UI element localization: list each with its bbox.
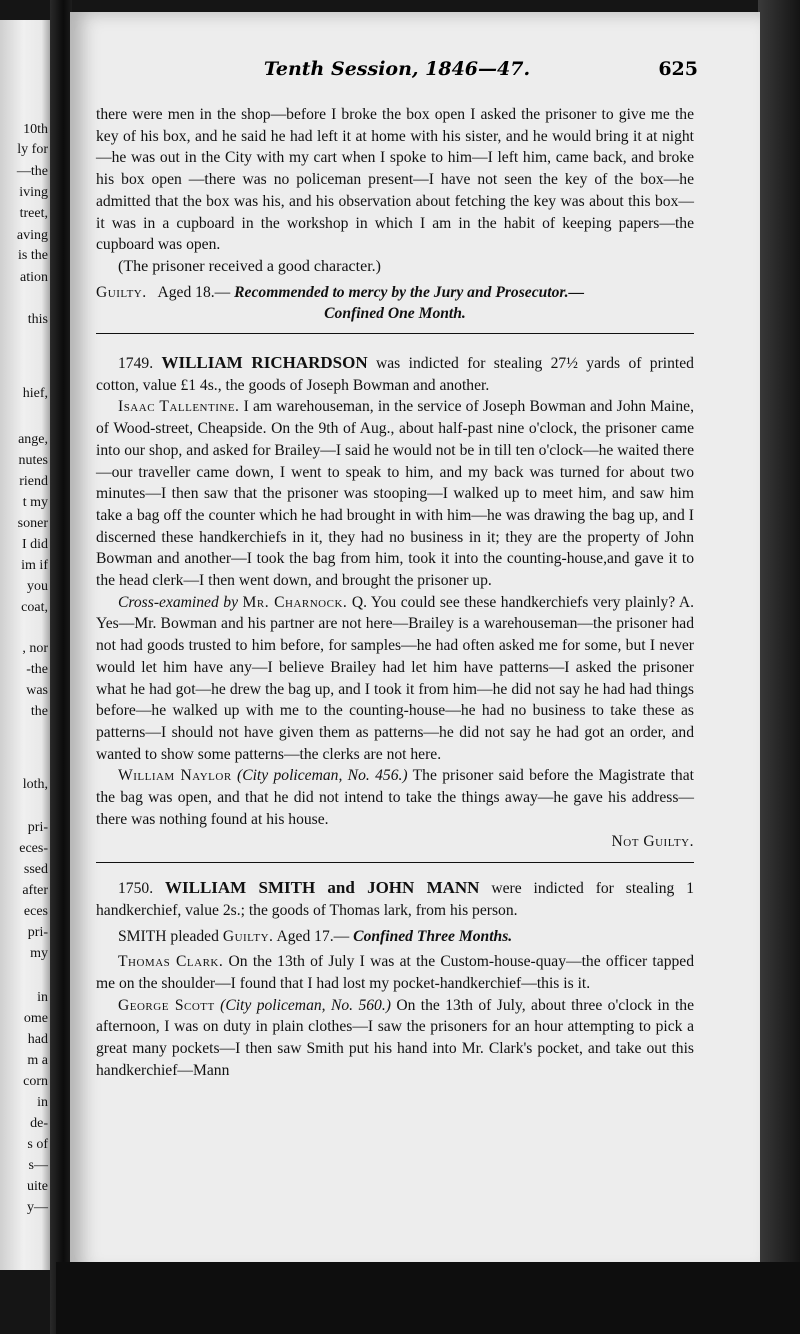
facing-page-text-fragment: —the [16,164,48,179]
running-header [96,58,698,84]
facing-page-text-fragment: 10th [23,122,48,137]
facing-page-text-fragment: eces- [19,841,48,856]
facing-page-text-fragment: ange, [18,432,48,447]
verdict-sentence: Confined One Month. [324,305,466,323]
facing-page-fragment [0,20,52,1270]
facing-page-text-fragment: after [22,883,48,898]
facing-page-text-fragment: s of [27,1137,48,1152]
testimony-scott [96,995,694,1082]
case-1748-testimony-end: there were men in the shop—before I broke the box open I asked the prisoner to give me the key of his box, and he said he had left it at home with his sister, and he would bring it at night—he was out in the City with my cart when I spoke to him—I left him, came back, and broke his box open —there was no policeman present—I have not seen the key of the box—he admitted that the box was his, and his observation about fetching the key was about this box—it was in a cupboard in the workshop in which I am in the habit of keeping papers—the cupboard was open. [96,106,694,254]
facing-page-text-fragment: m a [27,1053,48,1068]
facing-page-text-fragment: pri- [27,820,48,835]
facing-page-text-fragment: ssed [23,862,48,877]
facing-page-text-fragment: had [27,1032,48,1047]
witness-name: William Naylor [118,767,232,785]
facing-page-text-fragment: aving [16,228,48,243]
facing-page-text-fragment: in [37,1095,48,1110]
facing-page-text-fragment: -the [26,662,48,677]
facing-page-text-fragment: riend [19,474,48,489]
testimony-naylor [96,765,694,830]
facing-page-text-fragment: the [30,704,48,719]
page-body [96,104,694,1082]
case-divider [96,333,694,334]
facing-page-text-fragment: eces [23,904,48,919]
case-1749-verdict: Not Guilty. [611,832,694,850]
witness-testimony: On the 13th of July, about three o'clock in the afternoon, I was on duty in plain clothes—I saw the prisoners for an hour attempting to pick a great many pockets—I then saw Smith put his hand into Mr. Clark's pocket, and take out this handkerchief—Mann [96,996,694,1079]
running-title: Tenth Session, 1846—47. [263,58,531,80]
case-number: 1749. [118,355,154,373]
witness-testimony: I am warehouseman, in the service of Joseph Bowman and John Maine, of Wood-street, Cheapside. On the 9th of Aug., about half-past nine o'clock, the prisoner came into our shop, and asked for Brailey—I said he would not be in till ten o'clock—he waited there—our traveller came down, I went to speak to him, and my back was turned for about two minutes—I then saw that the prisoner was stooping—I walked up to meet him, and saw him take a bag off the counter which he had brought in with him—he was drawing the bag up, and I discerned these handkerchiefs in it, they had no business in it; they are the property of John Bowman and another—I took the bag from him, took it into the counting-house,and gave it to the head clerk—I then went down, and brought the prisoner up. [96,398,695,590]
case-1749-indictment [96,352,694,396]
facing-page-text-fragment: iving [19,185,48,200]
facing-page-text-fragment: my [30,946,48,961]
facing-page-text-fragment: I did [21,537,48,552]
indictment-text: were indicted for stealing 1 handkerchief, value 2s.; the goods of Thomas lark, from his person. [96,880,694,919]
facing-page-text-fragment: y— [27,1200,48,1215]
facing-page-text-fragment: this [27,312,48,327]
facing-page-text-fragment: de- [30,1116,48,1131]
defendant-names: WILLIAM SMITH and JOHN MANN [165,878,480,898]
witness-role: (City policeman, No. 456.) [237,767,408,785]
case-1748-verdict [96,282,694,304]
facing-page-text-fragment: you [27,579,48,594]
indictment-text: was indicted for stealing 27½ yards of printed cotton, value £1 4s., the goods of Joseph Bowman and another. [96,355,694,394]
defendant-name: WILLIAM RICHARDSON [161,353,368,373]
witness-name: Thomas Clark. [118,953,224,971]
plea-word: Guilty. [222,927,274,945]
witness-testimony: On the 13th of July I was at the Custom-house-quay—the officer tapped me on the shoulder—I found that I had lost my pocket-handkerchief—this is it. [96,953,694,993]
testimony-clark [96,951,694,994]
plea-sentence: Confined Three Months. [353,927,513,945]
verdict-label: Guilty. [96,283,147,301]
facing-page-text-fragment: uite [27,1179,48,1194]
facing-page-text-fragment: corn [23,1074,48,1089]
facing-page-text-fragment: soner [17,516,48,531]
character-note: (The prisoner received a good character.) [118,257,381,275]
facing-page-text-fragment: hief, [22,386,48,401]
scan-bottom-shadow [56,1262,800,1334]
facing-page-text-fragment: s— [28,1158,48,1173]
witness-testimony: The prisoner said before the Magistrate that the bag was open, and that he did not intend to take the things away—he gave his address—there was nothing found at his house. [96,767,694,828]
facing-page-text-fragment: loth, [22,777,48,792]
book-gutter [50,0,72,1334]
facing-page-text-fragment: nutes [18,453,48,468]
page-number: 625 [658,58,698,80]
facing-page-text-fragment: in [37,990,48,1005]
cross-label: Cross-examined by [118,593,238,611]
facing-page-text-fragment: ation [20,270,48,285]
witness-name: George Scott [118,996,215,1014]
plea-age: Aged 17.— [276,927,350,945]
facing-page-text-fragment: im if [21,558,48,573]
plea-name: SMITH pleaded [118,927,219,945]
witness-role: (City policeman, No. 560.) [220,996,391,1014]
book-page [70,12,760,1274]
facing-page-text-fragment: t my [22,495,48,510]
facing-page-text-fragment: was [26,683,48,698]
testimony-tallentine [96,396,694,591]
counsel-name: Mr. Charnock. [242,593,348,611]
facing-page-text-fragment: pri- [27,925,48,940]
facing-page-text-fragment: ly for [17,142,48,157]
smith-plea [96,926,694,948]
witness-name: Isaac Tallentine. [118,398,240,416]
facing-page-text-fragment: is the [18,248,48,263]
case-number: 1750. [118,880,154,898]
page-edge-shadow [758,0,800,1334]
cross-text: Q. You could see these handkerchiefs very plainly? A. Yes—Mr. Bowman and his partner are not here—Brailey is a warehouseman—the prisoner had not had goods trusted to him before, for samples—he had often asked me for some, but I never would let him have any—I believe Brailey had let him have patterns—I asked the prisoner what he had got—he drew the bag up, and I took it from him—he did not say he had had things before—he walked up with me to the counting-house—he had no business to take these as patterns—I should not have given them as patterns—he did not say he had got an order, and wanted to show some patterns—the clerks are not here. [96,593,695,763]
case-divider [96,862,694,863]
cross-examination [96,592,694,766]
case-1750-indictment [96,877,694,921]
facing-page-text-fragment: coat, [21,600,48,615]
facing-page-text-fragment: ome [23,1011,48,1026]
facing-page-text-fragment: treet, [19,206,48,221]
verdict-age: Aged 18.— [157,283,231,301]
facing-page-text-fragment: , nor [22,641,48,656]
verdict-recommendation: Recommended to mercy by the Jury and Prosecutor.— [234,283,585,301]
